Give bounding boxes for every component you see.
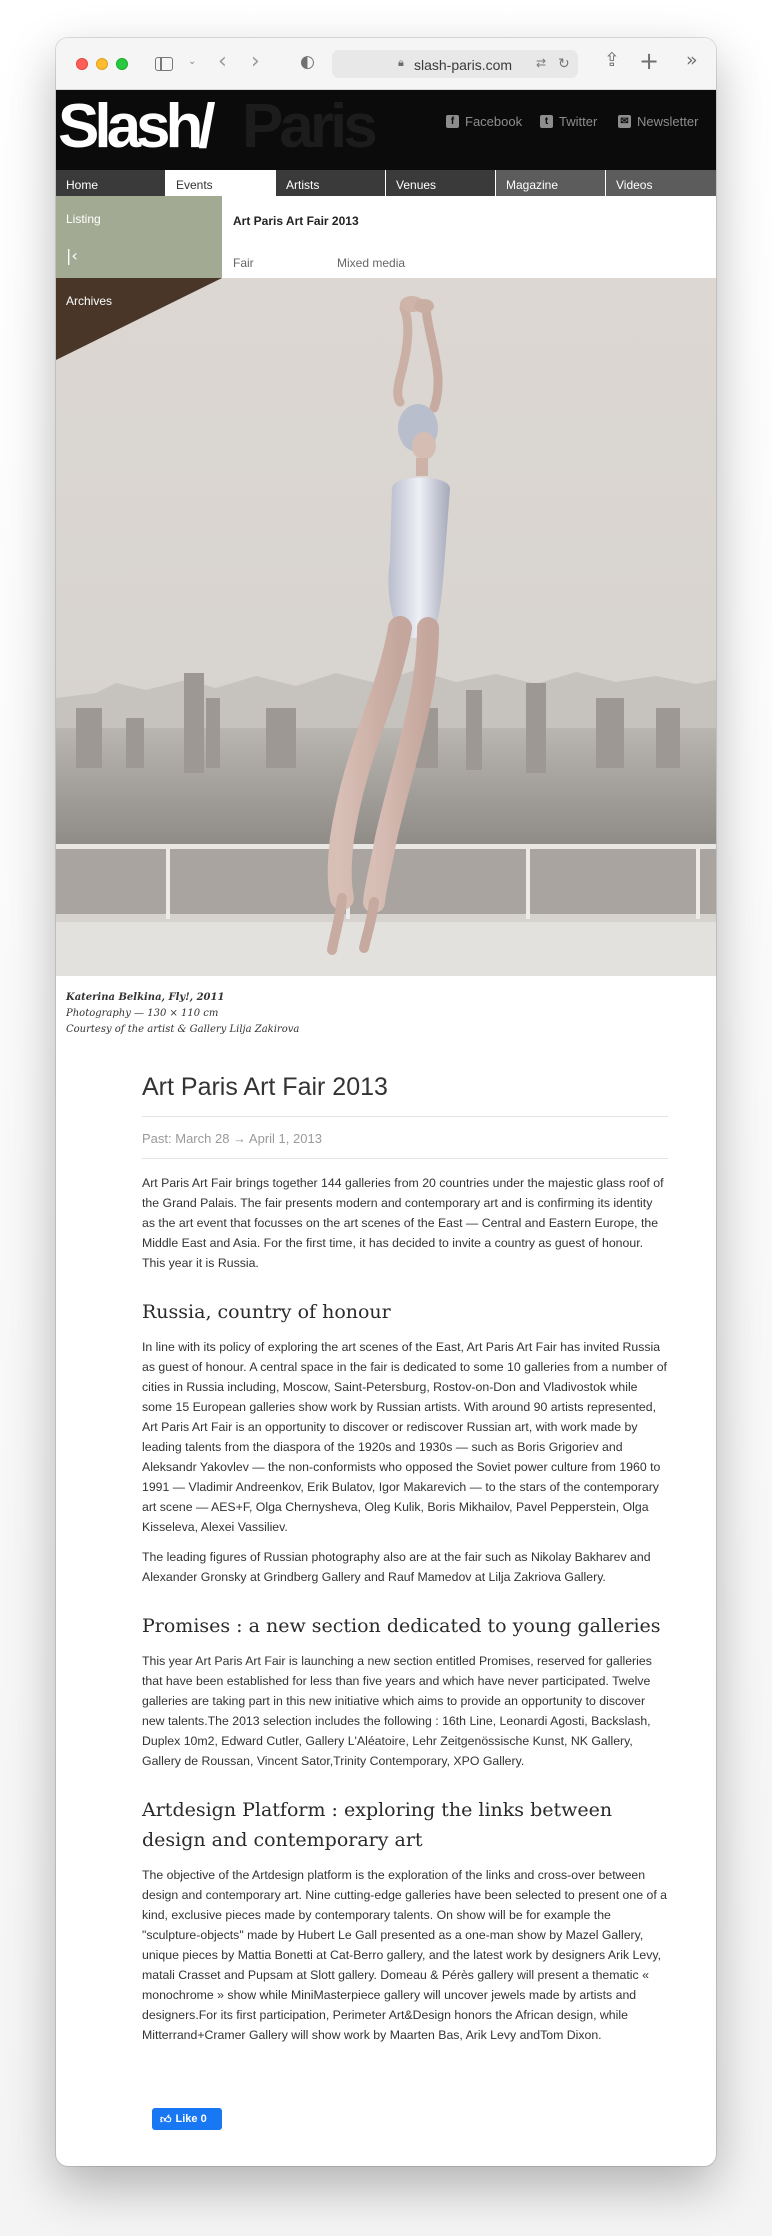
section-paragraph: In line with its policy of exploring the art scenes of the East, Art Paris Art Fair has invited Russia as guest of honour. A central space in the fair is dedicated to some 10 galleries from a number of cities in Russia including, Moscow, Saint-Petersburg, Rostov-on-Don and Vladivostok while some 15 European galleries show work by Russian artists. With around 90 artists represented, Art Paris Art Fair is an opportunity to discover or rediscover Russian art, with work made by leading talents from the diaspora of the 1920s and 1930s — such as Boris Grigoriev and Aleksandr Yakovlev — the non-conformists who opposed the Soviet power culture from 1960 to 1991 — Vladimir Andreenkov, Erik Bulatov, Igor Makarevich — to the stars of the contemporary art scene — AES+F, Olga Chernysheva, Oleg Kulik, Boris Mikhailov, Pavel Pepperstein, Olga Kisseleva, Alexei Vassiliev. [142, 1340, 667, 1534]
newsletter-label: Newsletter [637, 114, 699, 129]
caption-medium: Photography — 130 × 110 cm [66, 1008, 219, 1019]
caption-credit: Courtesy of the artist & Gallery Lilja Zakirova [66, 1024, 300, 1035]
nav-item-artists[interactable]: Artists [276, 170, 385, 196]
main-nav [56, 170, 716, 196]
translate-icon[interactable]: ⇄ [536, 56, 547, 70]
facebook-like-button[interactable] [152, 2108, 222, 2130]
lock-icon: 🔒︎ [398, 57, 404, 69]
nav-item-home[interactable]: Home [56, 170, 165, 196]
section-paragraph: The leading figures of Russian photography also are at the fair such as Nikolay Bakharev and Alexander Gronsky at Grindberg Gallery and Rauf Mamedov at Lilja Zakriova Gallery. [142, 1550, 651, 1584]
article [142, 1072, 668, 2045]
site-logo-city: Paris [242, 92, 374, 161]
twitter-link[interactable] [540, 114, 597, 129]
sidebar-toggle-icon[interactable] [155, 57, 173, 71]
url-text[interactable]: slash-paris.com [414, 57, 513, 73]
section-heading-russia: Russia, country of honour [142, 1301, 391, 1323]
event-dates: Past: March 28 → April 1, 2013 [142, 1131, 322, 1146]
divider [142, 1158, 668, 1159]
share-icon[interactable]: ⇪ [604, 49, 620, 71]
privacy-shield-icon[interactable]: ◐ [300, 52, 315, 72]
maximize-window-button[interactable] [116, 58, 128, 70]
site-header [56, 90, 716, 170]
thumbs-up-icon: 👍︎ [160, 2112, 172, 2126]
article-title: Art Paris Art Fair 2013 [142, 1073, 388, 1101]
nav-item-venues[interactable]: Venues [386, 170, 495, 196]
back-icon[interactable]: ‹ [218, 49, 227, 74]
twitter-icon: t [540, 115, 553, 128]
facebook-label: Facebook [465, 114, 523, 129]
new-tab-icon[interactable]: + [639, 47, 660, 75]
section-heading-artdesign: Artdesign Platform : exploring the links between design and contemporary art [142, 1799, 613, 1851]
caption-title: Katerina Belkina, Fly!, 2011 [66, 992, 225, 1003]
nav-item-videos[interactable]: Videos [606, 170, 716, 196]
hero-image [56, 278, 716, 976]
article-intro: Art Paris Art Fair brings together 144 galleries from 20 countries under the majestic glass roof of the Grand Palais. The fair presents modern and contemporary art and is confirming its identity as the art event that focusses on the art scenes of the East — Central and Eastern Europe, the Middle East and Asia. For the first time, it has decided to invite a country as guest of honour. This year it is Russia. [142, 1176, 664, 1270]
category-fair[interactable]: Fair [233, 256, 254, 270]
facebook-icon: f [446, 115, 459, 128]
address-bar[interactable] [332, 50, 578, 78]
collapse-left-icon[interactable]: |‹ [66, 246, 78, 265]
section-heading-promises: Promises : a new section dedicated to young galleries [142, 1615, 661, 1637]
nav-item-magazine[interactable]: Magazine [496, 170, 605, 196]
close-window-button[interactable] [76, 58, 88, 70]
twitter-label: Twitter [559, 114, 598, 129]
browser-window [56, 38, 716, 2166]
reload-icon[interactable]: ↻ [558, 55, 570, 71]
listing-link[interactable]: Listing [66, 212, 101, 226]
image-caption [66, 990, 299, 1038]
listing-panel[interactable] [56, 196, 222, 278]
newsletter-link[interactable] [618, 114, 698, 129]
section-paragraph: The objective of the Artdesign platform is the exploration of the links and cross-over between design and contemporary art. Nine cutting-edge galleries have been selected to present one of a kind, exclusive pieces made by contemporary talents. On show will be for example the "sculpture-objects" made by Hubert Le Gall presented as a one-man show by Mazel Gallery, unique pieces by Mattia Bonetti at Cat-Berro gallery, and the latest work by designers Arik Levy, matali Crasset and Pupsam at Slott gallery. Domeau & Pérès gallery will present a thematic « monochrome » show while MiniMasterpiece gallery will uncover jewels made by artists and designers.For its first participation, Perimeter Art&Design honors the African design, while Mitterrand+Cramer Gallery will show work by Maarten Bas, Arik Levy andTom Dixon. [142, 1868, 668, 2042]
overflow-chevrons-icon[interactable]: » [686, 49, 698, 71]
like-label: Like 0 [175, 2113, 207, 2125]
forward-icon[interactable]: › [251, 49, 260, 74]
section-paragraph: This year Art Paris Art Fair is launching a new section entitled Promises, reserved for galleries that have been established for less than five years and which have never participated. Twelve galleries are taking part in this new initiative which aims to provide an opportunity to discover new talents.The 2013 selection includes the following : 16th Line, Leonardi Agosti, Backslash, Duplex 10m2, Edward Cutler, Gallery L'Aléatoire, Lehr Zeitgenössische Kunst, NK Gallery, Gallery de Roussan, Vincent Sator,Trinity Contemporary, XPO Gallery. [142, 1654, 652, 1768]
facebook-link[interactable] [446, 114, 522, 129]
chevron-down-icon[interactable]: ⌄ [188, 56, 197, 67]
nav-item-events[interactable]: Events [166, 170, 275, 196]
minimize-window-button[interactable] [96, 58, 108, 70]
site-logo[interactable]: Slash/ [58, 92, 211, 161]
archives-link[interactable]: Archives [66, 294, 113, 308]
envelope-icon: ✉ [618, 115, 631, 128]
browser-toolbar [56, 38, 716, 90]
category-mixed-media[interactable]: Mixed media [337, 256, 406, 270]
event-header-title: Art Paris Art Fair 2013 [233, 214, 359, 228]
